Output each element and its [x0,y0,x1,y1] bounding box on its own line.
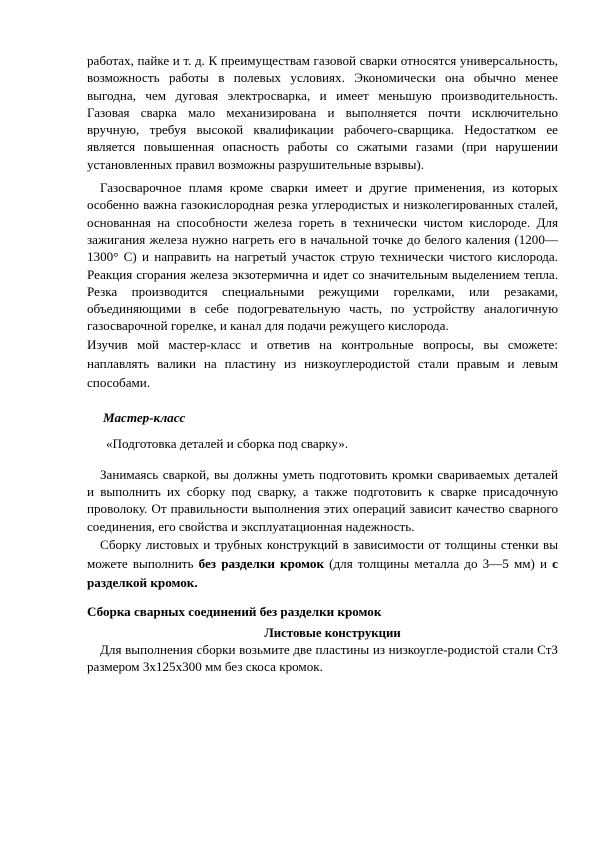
paragraph-plate-instructions: Для выполнения сборки возьмите две пластины из низкоугле-родистой стали СтЗ размером 3х125х300 мм без скоса кромок. [87,641,558,675]
paragraph-learning-outcome: Изучив мой мастер-класс и ответив на контрольные вопросы, вы сможете: наплавлять валики на пластину из низкоуглеродистой стали правым и левым способами. [87,336,558,390]
assembly-bold-with-bevel: с разделкой кромок. [87,555,558,590]
paragraph-assembly-options [87,535,558,592]
assembly-text-1: Сборку листовых и трубных конструкций в зависимости от толщины стенки вы можете выполнить [87,536,558,571]
masterclass-subtitle: «Подготовка деталей и сборка под сварку». [106,435,349,451]
assembly-text-2: (для толщины металла до 3—5 мм) и [324,555,553,571]
document-page [87,52,558,676]
paragraph-gas-cutting: Газосварочное пламя кроме сварки имеет и другие применения, из которых особенно важна газокислородная резка углеродистых и низколегированных сталей, основанная на способности железа гореть в технически чистом кислороде. Для зажигания железа нужно нагреть его в начальной точке до белого каления (1200—1300° С) и направить на нагретый участок струю технически чистого кислорода. Реакция сгорания железа экзотермична и идет со значительным выделением тепла. Резка производится специальными режущими горелками, или резаками, объединяющими в себе подогревательную часть, по устройству аналогичную газосварочной горелке, и канал для подачи режущего кислорода. [87,180,558,334]
masterclass-title: Мастер-класс [103,409,186,425]
paragraph-gas-welding-advantages: работах, пайке и т. д. К преимуществам газовой сварки относятся универсальность, возможность работы в полевых условиях. Экономически она обычно менее выгодна, чем дуговая электросварка, и имеет меньшую производительность. Газовая сварка мало механизирована и выполняется почти исключительно вручную, требуя высокой квалификации рабочего-сварщика. Недостатком ее является повышенная опасность работы со сжатыми газами (при нарушении установленных правил возможны разрушительные взрывы). [87,53,558,172]
assembly-bold-no-bevel: без разделки кромок [198,555,325,571]
paragraph-edge-preparation: Занимаясь сваркой, вы должны уметь подготовить кромки свариваемых деталей и выполнить их сборку под сварку, а также подготовить к сварке присадочную проволоку. От правильности выполнения этих операций зависит качество сварного соединения, его свойства и эксплуатационная надежность. [87,466,558,534]
section-heading: Сборка сварных соединений без разделки кромок [87,603,382,619]
subsection-heading: Листовые конструкции [264,625,401,640]
